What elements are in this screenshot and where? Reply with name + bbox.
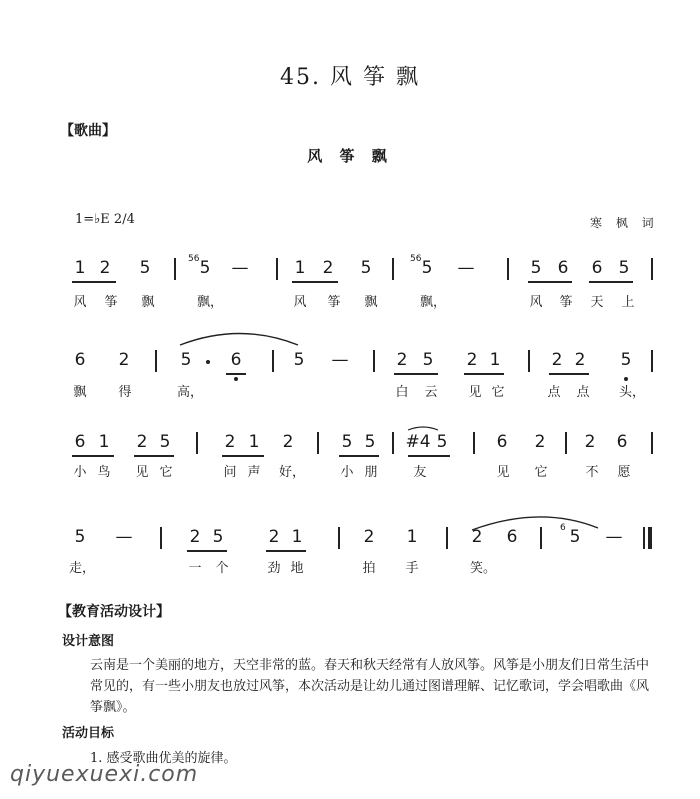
note: 2	[471, 527, 483, 547]
bar-line	[338, 527, 340, 549]
lyric: 飘，	[419, 295, 447, 310]
note: 5	[159, 432, 171, 452]
bar-line	[446, 527, 448, 549]
lyric: 飘	[141, 295, 155, 310]
lyric: 筝	[327, 295, 341, 310]
lyric: 得	[118, 385, 132, 400]
note: 1	[248, 432, 260, 452]
note: 5	[74, 527, 86, 547]
bar-line	[174, 258, 176, 280]
bar-line	[565, 432, 567, 454]
section-song-label: 【歌曲】	[60, 123, 116, 139]
note: 2	[363, 527, 375, 547]
final-bar-line	[648, 527, 652, 549]
bar-line	[160, 527, 162, 549]
note: 5	[618, 258, 630, 278]
note: 5	[620, 350, 632, 370]
note: 5	[360, 258, 372, 278]
lyric: 筝	[559, 295, 573, 310]
note: 2	[584, 432, 596, 452]
lyric: 笑。	[469, 561, 497, 576]
lyric: 筝	[104, 295, 118, 310]
underline	[266, 550, 306, 552]
lyric: 小	[340, 465, 354, 480]
bar-line	[272, 350, 274, 372]
bar-line	[392, 258, 394, 280]
note: 6	[496, 432, 508, 452]
note: 1	[294, 258, 306, 278]
lyric: 飘，	[196, 295, 224, 310]
note: 2	[534, 432, 546, 452]
underline	[72, 281, 116, 283]
note: 2	[574, 350, 586, 370]
note: 6	[591, 258, 603, 278]
note: 5	[436, 432, 448, 452]
note: 6	[557, 258, 569, 278]
note: 5	[139, 258, 151, 278]
lyric: 高，	[176, 385, 204, 400]
note: 6	[74, 350, 86, 370]
bar-line	[473, 432, 475, 454]
note: 5	[364, 432, 376, 452]
underline	[292, 281, 338, 283]
note: 5	[569, 527, 581, 547]
note: 5	[293, 350, 305, 370]
lyric: 友	[413, 465, 427, 480]
underline	[134, 455, 174, 457]
octave-dot	[234, 377, 238, 381]
lyric: 走，	[68, 561, 96, 576]
grace-note: 6	[560, 523, 566, 533]
bar-line	[540, 527, 542, 549]
lyric: 愿	[617, 465, 631, 480]
goal-item-1: 1. 感受歌曲优美的旋律。	[90, 751, 237, 766]
underline	[72, 455, 114, 457]
note: 2	[551, 350, 563, 370]
lyric: 天	[590, 295, 604, 310]
lyric: 点	[547, 385, 561, 400]
bar-line	[507, 258, 509, 280]
bar-line	[196, 432, 198, 454]
lyric: 飘	[73, 385, 87, 400]
lyricist-credit: 寒 枫 词	[590, 216, 659, 230]
note: 2	[268, 527, 280, 547]
underline	[394, 373, 438, 375]
underline	[464, 373, 504, 375]
note: 5	[341, 432, 353, 452]
note: 6	[506, 527, 518, 547]
note: 5	[212, 527, 224, 547]
note: #4	[405, 432, 431, 452]
lyric: 朋	[364, 465, 378, 480]
note: 2	[136, 432, 148, 452]
augmentation-dot	[206, 360, 210, 364]
underline	[187, 550, 227, 552]
note: 1	[291, 527, 303, 547]
lyric: 云	[424, 385, 438, 400]
note: 2	[282, 432, 294, 452]
activity-section-label: 【教育活动设计】	[58, 604, 170, 620]
watermark-logo: qiyuexuexi.com	[10, 762, 199, 787]
note: 2	[118, 350, 130, 370]
bar-line	[651, 350, 653, 372]
note: 5	[422, 350, 434, 370]
note: 6	[74, 432, 86, 452]
note: 1	[406, 527, 418, 547]
note: 1	[74, 258, 86, 278]
lyric: 它	[534, 465, 548, 480]
bar-line	[317, 432, 319, 454]
design-intent-text: 云南是一个美丽的地方，天空非常的蓝。春天和秋天经常有人放风筝。风筝是小朋友们日常生活中常见的，有一些小朋友也放过风筝，本次活动是让幼儿通过图谱理解、记忆歌词，学会唱歌曲《风筝飘》。	[90, 658, 650, 715]
note: 2	[224, 432, 236, 452]
note: —	[605, 527, 623, 547]
note: 2	[466, 350, 478, 370]
bar-line	[276, 258, 278, 280]
note: 5	[530, 258, 542, 278]
note: —	[457, 258, 475, 278]
lyric: 风	[529, 295, 543, 310]
underline	[408, 455, 450, 457]
underline	[226, 373, 246, 375]
note: 2	[396, 350, 408, 370]
note: 1	[98, 432, 110, 452]
bar-line	[651, 432, 653, 454]
bar-line	[373, 350, 375, 372]
lyric: 小	[73, 465, 87, 480]
bar-line	[528, 350, 530, 372]
lyric: 见	[496, 465, 510, 480]
lyric: 见	[135, 465, 149, 480]
lyric: 手	[405, 561, 419, 576]
lyric: 它	[159, 465, 173, 480]
note: 5	[421, 258, 433, 278]
note: 5	[180, 350, 192, 370]
goals-heading: 活动目标	[62, 726, 115, 741]
note: 2	[99, 258, 111, 278]
note: 5	[199, 258, 211, 278]
lyric: 见	[468, 385, 482, 400]
note: 6	[616, 432, 628, 452]
underline	[589, 281, 633, 283]
lyric: 飘	[364, 295, 378, 310]
design-intent-heading: 设计意图	[62, 634, 115, 649]
lyric: 头，	[618, 385, 646, 400]
lyric: 点	[576, 385, 590, 400]
grace-note: 56	[188, 254, 200, 264]
lyric: 上	[621, 295, 635, 310]
lyric: 它	[491, 385, 505, 400]
note: 2	[322, 258, 334, 278]
grace-note: 56	[410, 254, 422, 264]
note: 2	[189, 527, 201, 547]
note: —	[115, 527, 133, 547]
lyric: 拍	[362, 561, 376, 576]
lyric: 好，	[278, 465, 306, 480]
lyric: 声	[247, 465, 261, 480]
lyric: 一	[188, 561, 202, 576]
bar-line	[643, 527, 645, 549]
underline	[528, 281, 572, 283]
lyric: 问	[223, 465, 237, 480]
underline	[549, 373, 589, 375]
lyric: 不	[585, 465, 599, 480]
bar-line	[155, 350, 157, 372]
underline	[222, 455, 264, 457]
lyric: 风	[293, 295, 307, 310]
lyric: 风	[73, 295, 87, 310]
bar-line	[392, 432, 394, 454]
lyric: 白	[395, 385, 409, 400]
lyric: 鸟	[97, 465, 111, 480]
note: —	[331, 350, 349, 370]
key-signature: 1=♭E 2/4	[75, 212, 135, 227]
lyric: 个	[215, 561, 229, 576]
song-title: 风 筝 飘	[307, 147, 393, 165]
lyric: 劲	[267, 561, 281, 576]
note: 1	[489, 350, 501, 370]
underline	[339, 455, 379, 457]
note: —	[231, 258, 249, 278]
lyric: 地	[290, 561, 304, 576]
page-title: 45. 风 筝 飘	[280, 65, 420, 90]
note: 6	[230, 350, 242, 370]
bar-line	[651, 258, 653, 280]
